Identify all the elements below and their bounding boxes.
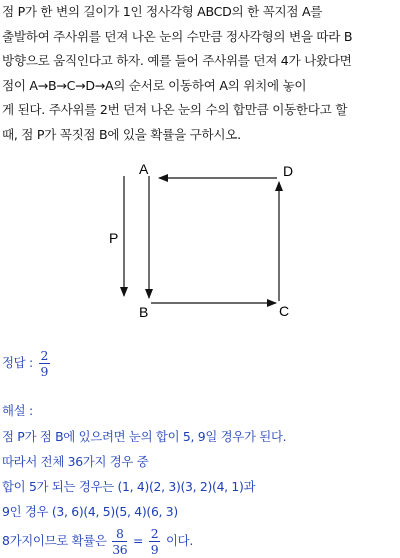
vertex-label-d: D xyxy=(283,163,294,179)
probability-fraction-2 xyxy=(149,526,161,557)
problem-line-2: 출발하여 주사위를 던져 나온 눈의 수만큼 정사각형의 변을 따라 B xyxy=(2,28,353,44)
answer-denominator: 9 xyxy=(40,364,49,379)
solution-line-5-suffix: 이다. xyxy=(166,533,193,548)
answer-label: 정답 : xyxy=(2,355,33,370)
solution-line-1: 점 P가 점 B에 있으려면 눈의 합이 5, 9일 경우가 된다. xyxy=(2,429,287,444)
fraction-1-denominator: 36 xyxy=(112,542,128,557)
probability-fraction-1 xyxy=(112,526,127,557)
problem-line-1: 점 P가 한 변의 길이가 1인 정사각형 ABCD의 한 꼭지점 A를 xyxy=(2,4,323,19)
problem-line-3: 방향으로 움직인다고 하자. 예를 들어 주사위를 던져 4가 나왔다면 xyxy=(2,53,352,68)
answer-fraction xyxy=(39,348,51,379)
vertex-label-a: A xyxy=(139,161,149,177)
fraction-1-numerator: 8 xyxy=(112,526,127,542)
solution-line-5-prefix: 8가지이므로 확률은 xyxy=(2,533,107,548)
solution-heading: 해설 : xyxy=(2,403,33,418)
fraction-2-denominator: 9 xyxy=(150,542,159,557)
solution-line-3: 합이 5가 되는 경우는 (1, 4)(2, 3)(3, 2)(4, 1)과 xyxy=(2,479,256,494)
equals-sign: = xyxy=(133,533,144,548)
square-path-diagram xyxy=(0,150,400,330)
solution-line-5 xyxy=(2,526,193,557)
problem-line-4: 점이 A→B→C→D→A의 순서로 이동하여 A의 위치에 놓이 xyxy=(2,77,307,93)
solution-line-2: 따라서 전체 36가지 경우 중 xyxy=(2,454,149,469)
answer-row xyxy=(2,348,52,379)
solution-line-4: 9인 경우 (3, 6)(4, 5)(5, 4)(6, 3) xyxy=(2,504,178,519)
fraction-2-numerator: 2 xyxy=(150,526,159,541)
vertex-label-b: B xyxy=(139,304,149,320)
problem-line-5: 게 된다. 주사위를 2번 던져 나온 눈의 수의 합만큼 이동한다고 할 xyxy=(2,102,348,117)
answer-numerator: 2 xyxy=(40,348,49,363)
vertex-label-c: C xyxy=(279,303,290,319)
problem-line-6: 때, 점 P가 꼭짓점 B에 있을 확률을 구하시오. xyxy=(2,126,241,142)
problem-text xyxy=(2,0,398,147)
point-label-p: P xyxy=(109,230,119,246)
